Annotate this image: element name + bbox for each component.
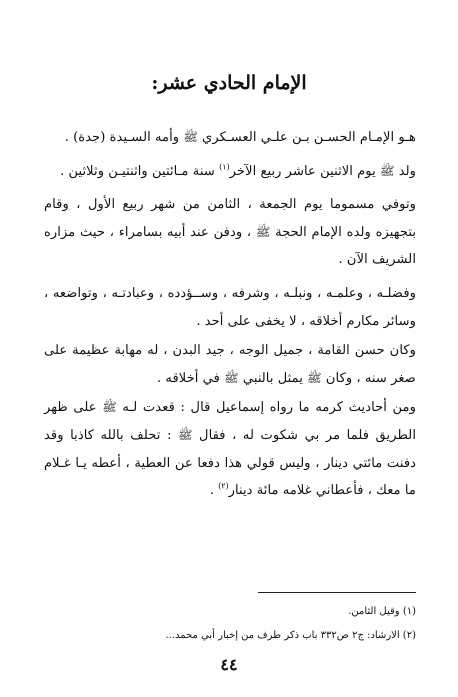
text-run: .: [209, 483, 214, 499]
honorific-symbol: ﷺ: [224, 370, 239, 385]
footnote-divider: [258, 592, 416, 593]
text-run: وفضلـه ، وعلمـه ، ونبلـه ، وشرفه ، وســؤدده ، وعبادتـه ، وتواضعه ، وسائر مكارم أخلاقه ، لا يخفى على أحد .: [44, 285, 416, 329]
text-run: ، ودفن عند أبيه بسامراء ، حيث مزاره الشريف الآن .: [44, 224, 416, 268]
footnote-ref-2[interactable]: (٢): [218, 481, 229, 491]
text-run: ومن أحاديث كرمه ما رواه إسماعيل قال : قعدت لـه: [122, 400, 416, 416]
honorific-symbol: ﷺ: [379, 163, 395, 178]
paragraph-2: [44, 158, 416, 186]
footnote-1: (١) وقيل الثامن.: [348, 606, 416, 617]
paragraph-5: [44, 337, 416, 392]
text-run: في أخلاقه .: [157, 370, 220, 386]
footnote-ref-1[interactable]: (١): [219, 162, 230, 172]
paragraph-3: [44, 191, 416, 274]
paragraph-4: [44, 280, 416, 335]
honorific-symbol: ﷺ: [307, 370, 322, 385]
text-run: : تحلف بالله كاذبا وقد دفنت مائتي دينار ، وليس قولي هذا دفعا عن العطية ، أعطه يـا غـلام ما معك ، فأعطاني غلامه مائة دينار: [44, 427, 416, 499]
text-run: وتوفي مسموما يوم الجمعة ، الثامن من شهر ربيع الأول ، وقام بتجهيزه ولده الإمام الحجة: [44, 197, 416, 240]
text-run: هـو الإمـام الحسـن بـن علـي العسـكري: [202, 130, 416, 145]
paragraph-1: [44, 124, 416, 152]
text-run: ولد: [398, 163, 416, 179]
text-run: يوم الاثنين عاشر ربيع الآخر: [229, 163, 376, 179]
footnotes: [44, 600, 416, 648]
text-run: وأمه السـيدة (جدة) .: [64, 130, 180, 145]
honorific-symbol: ﷺ: [255, 224, 271, 239]
text-run: يمثل بالنبي: [242, 370, 303, 386]
footnote-2: (٢) الارشاد: ج٢ ص٣٣٢ باب ذكر طرف من إخبار أبي محمد...: [165, 630, 416, 641]
page-number: ٤٤: [220, 655, 238, 674]
body-text: [44, 124, 416, 511]
paragraph-6: [44, 394, 416, 504]
honorific-symbol: ﷺ: [102, 400, 117, 415]
text-run: سنة مـائتين واثنتيـن وثلاثين .: [60, 163, 215, 179]
section-heading: الإمام الحادي عشر:: [151, 72, 307, 94]
honorific-symbol: ﷺ: [183, 130, 198, 144]
text-run: على ظهر الطريق فلما مر بي شكوت له ، فقال: [44, 400, 416, 443]
honorific-symbol: ﷺ: [177, 427, 193, 442]
text-run: وكان حسن القامة ، جميل الوجه ، جيد البدن ، له مهابة عظيمة على صغر سنه ، وكان: [44, 343, 416, 386]
